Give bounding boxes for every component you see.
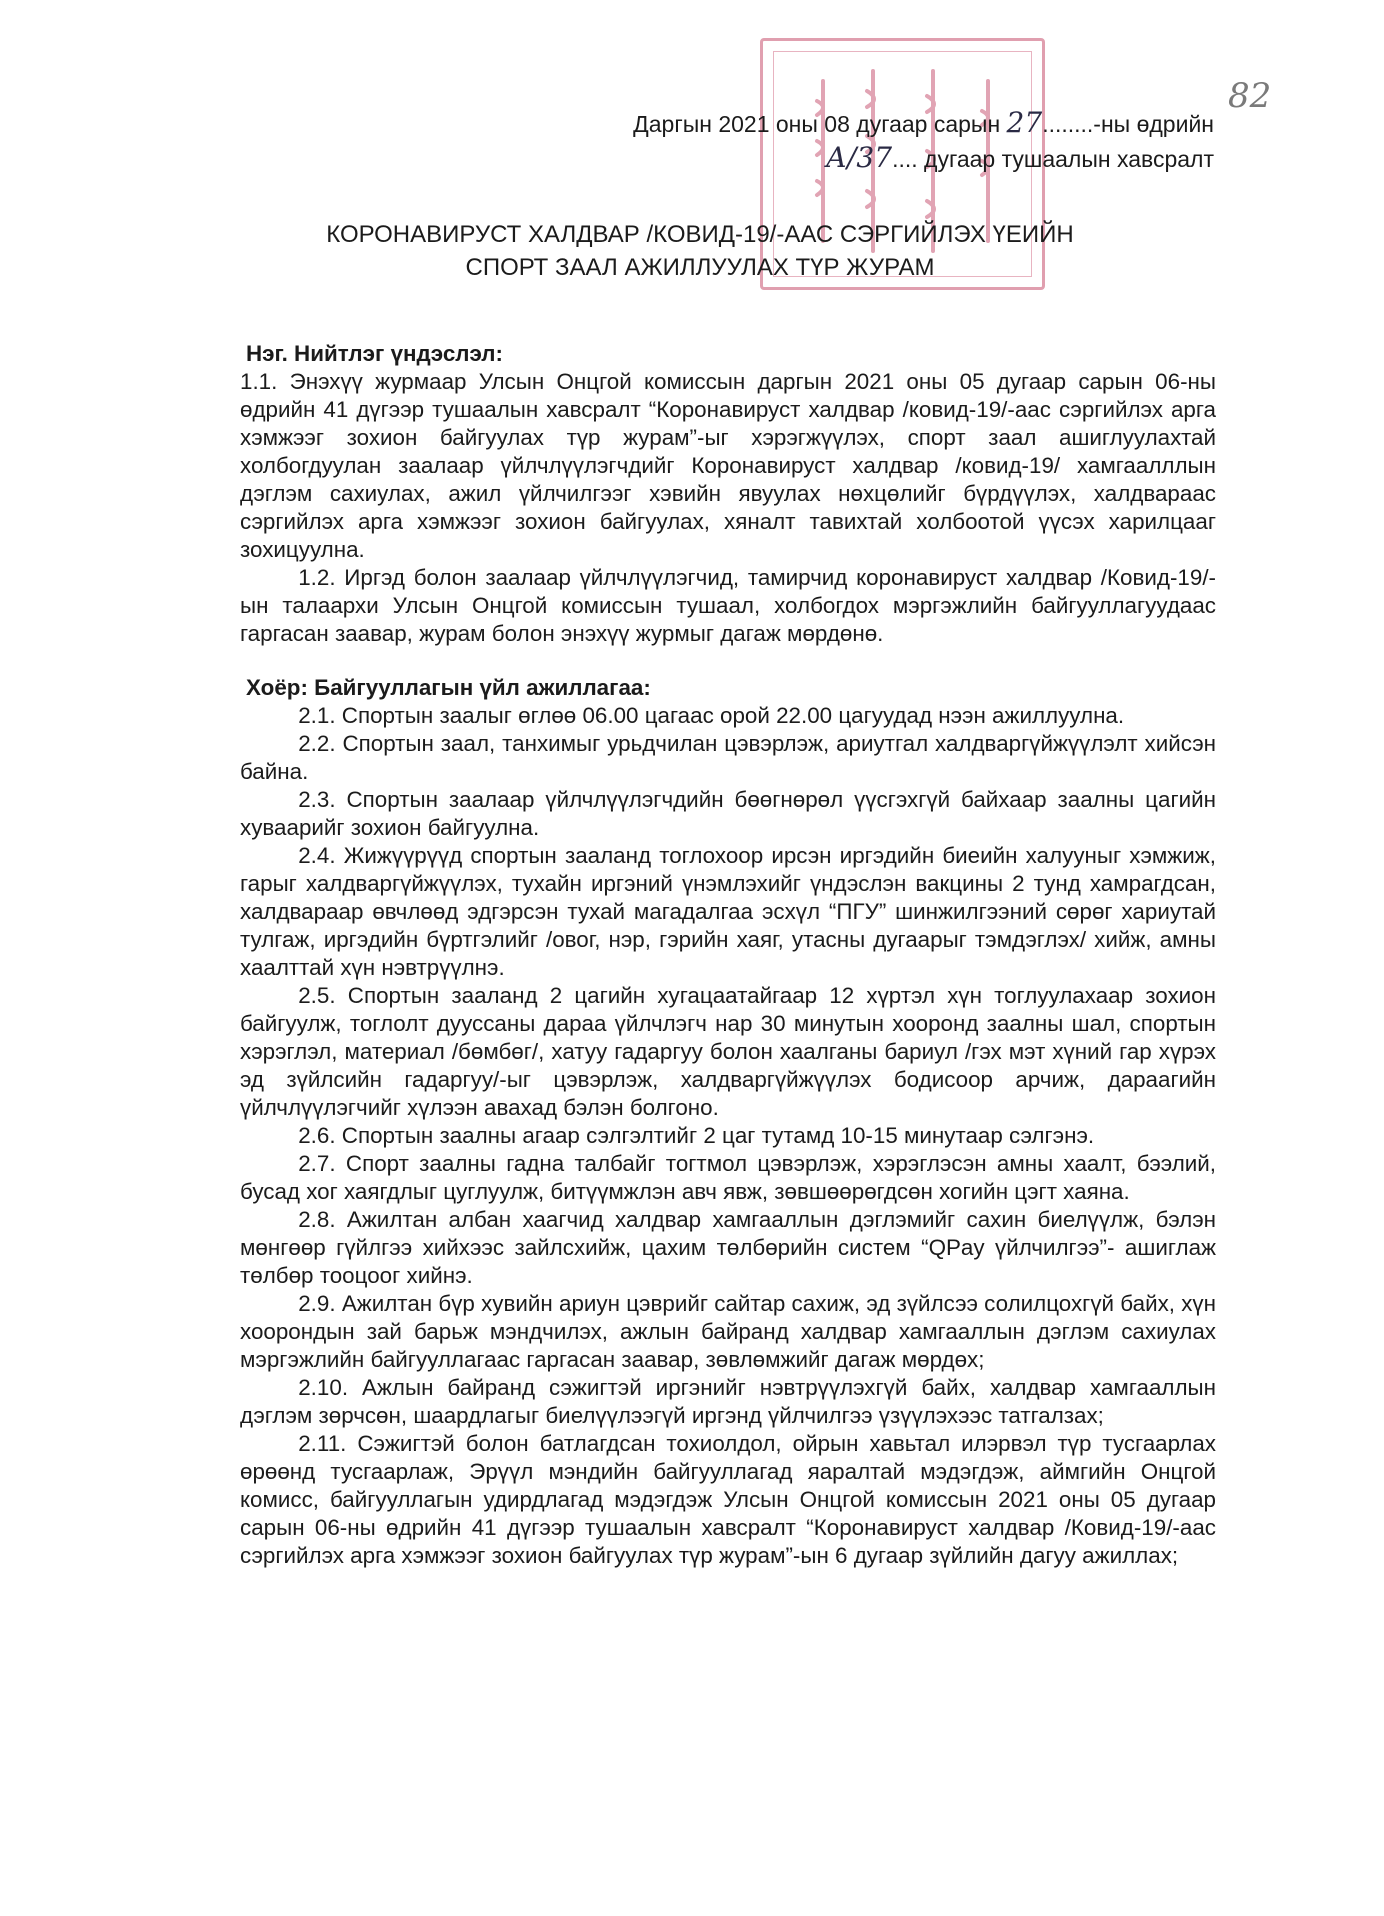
paragraph [240,1122,1216,1150]
attachment-date-suffix: ........-ны өдрийн [1042,111,1214,137]
paragraph-text: 2.5. Спортын зааланд 2 цагийн хугацаатайгаар 12 хүртэл хүн тоглуулахаар зохион байгуулж, тоглолт дууссаны дараа үйлчлэгч нар 30 минутын хооронд заалны шал, спортын хэрэглэл, материал /бөмбөг/, хатуу гадаргуу болон хаалганы бариул /гэх мэт хүний гар хүрэх эд зүйлсийн гадаргуу/-ыг цэвэрлэж, халдваргүйжүүлэх бодисоор арчиж, дараагийн үйлчлүүлэгчийг хүлээн авахад бэлэн болгоно. [240,983,1216,1120]
paragraph-text: 2.4. Жижүүрүүд спортын зааланд тоглохоор ирсэн иргэдийн биеийн халууныг хэмжиж, гарыг халдваргүйжүүлэх, тухайн иргэний үнэмлэхийг үндэслэн вакцины 2 тунд хамрагдсан, халдвараар өвчлөөд эдгэрсэн тухай магадалгаа эсхүл “ПГУ” шинжилгээний сөрөг хариутай тулгаж, иргэдийн бүртгэлийг /овог, нэр, гэрийн хаяг, утасны дугаарыг тэмдэглэх/ хийж, амны хаалттай хүн нэвтрүүлнэ. [240,843,1216,980]
paragraph [240,842,1216,982]
title-line-2: СПОРТ ЗААЛ АЖИЛЛУУЛАХ ТҮР ЖУРАМ [465,254,935,281]
document-title [300,218,1100,284]
attachment-line-2 [633,141,1214,176]
paragraph-text: 2.2. Спортын заал, танхимыг урьдчилан цэвэрлэж, ариутгал халдваргүйжүүлэлт хийсэн байна. [240,731,1216,784]
paragraph [240,786,1216,842]
paragraph [240,982,1216,1122]
paragraph-text: 2.11. Сэжигтэй болон батлагдсан тохиолдол, ойрын хавьтал илэрвэл түр тусгаарлах өрөөнд тусгаарлаж, Эрүүл мэндийн байгууллагад яаралтай мэдэгдэж, аймгийн Онцгой комисс, байгууллагын удирдлагад мэдэгдэж Улсын Онцгой комиссын 2021 оны 05 дугаар сарын 06-ны өдрийн 41 дүгээр тушаалын хавсралт “Коронавируст халдвар /Ковид-19/-аас сэргийлэх арга хэмжээг зохион байгуулах түр журам”-ын 6 дугаар зүйлийн дагуу ажиллах; [240,1431,1216,1568]
page-number: 82 [1228,76,1272,116]
paragraph-text: 2.7. Спорт заалны гадна талбайг тогтмол цэвэрлэж, хэрэглэсэн амны хаалт, бээлий, бусад хог хаягдлыг цуглуулж, битүүмжлэн авч явж, зөвшөөрөгдсөн хогийн цэгт хаяна. [240,1151,1216,1204]
paragraph-text: 2.1. Спортын заалыг өглөө 06.00 цагаас орой 22.00 цагуудад нээн ажиллуулна. [298,703,1125,728]
attachment-reference [633,106,1214,176]
paragraph [240,1150,1216,1206]
handwritten-day: 27 [1006,106,1043,139]
attachment-order-suffix: .... дугаар тушаалын хавсралт [892,146,1214,172]
paragraph-text: 2.6. Спортын заалны агаар сэлгэлтийг 2 цаг тутамд 10-15 минутаар сэлгэнэ. [298,1123,1095,1148]
paragraph-text: 2.9. Ажилтан бүр хувийн ариун цэврийг сайтар сахиж, эд зүйлсээ солилцохгүй байх, хүн хоорондын зай барьж мэндчилэх, ажлын байранд халдвар хамгааллын дэглэм сахиулах мэргэжлийн байгууллагаас гаргасан заавар, зөвлөмжийг дагаж мөрдөх; [240,1291,1216,1372]
paragraph-text: 2.8. Ажилтан албан хаагчид халдвар хамгааллын дэглэмийг сахин биелүүлж, бэлэн мөнгөөр гүйлгээ хийхээс зайлсхийж, цахим төлбөрийн систем “QPay үйлчилгээ”- ашиглаж төлбөр тооцоог хийнэ. [240,1207,1216,1288]
paragraph-text: 1.1. Энэхүү журмаар Улсын Онцгой комиссын даргын 2021 оны 05 дугаар сарын 06-ны өдрийн 41 дүгээр тушаалын хавсралт “Коронавируст халдвар /ковид-19/-аас сэргийлэх арга хэмжээг зохион байгуулах түр журам”-ыг хэрэгжүүлэх, спорт заал ашиглуулахтай холбогдуулан заалаар үйлчлүүлэгчдийг Коронавируст халдвар /ковид-19/ хамгаалллын дэглэм сахиулах, ажил үйлчилгээг хэвийн явуулах нөхцөлийг бүрдүүлэх, халдвараас сэргийлэх арга хэмжээг зохион байгуулах, хяналт тавихтай холбоотой үүсэх харилцааг зохицуулна. [240,369,1216,562]
section-heading: Хоёр: Байгууллагын үйл ажиллагаа: [246,675,651,700]
paragraph [240,702,1216,730]
paragraph [240,1290,1216,1374]
handwritten-order-number: А/37 [825,141,893,174]
attachment-line-1 [633,106,1214,141]
paragraph-text: 1.2. Иргэд болон заалаар үйлчлүүлэгчид, тамирчид коронавируст халдвар /Ковид-19/-ын талаархи Улсын Онцгой комиссын тушаал, холбогдох мэргэжлийн байгууллагуудаас гаргасан заавар, журам болон энэхүү журмыг дагаж мөрдөнө. [240,565,1216,646]
section-heading: Нэг. Нийтлэг үндэслэл: [246,341,503,366]
paragraph [240,1374,1216,1430]
paragraph-text: 2.10. Ажлын байранд сэжигтэй иргэнийг нэвтрүүлэхгүй байх, халдвар хамгааллын дэглэм зөрчсөн, шаардлагыг биелүүлээгүй иргэнд үйлчилгээ үзүүлэхээс татгалзах; [240,1375,1216,1428]
paragraph [240,1206,1216,1290]
section-general [240,340,1216,648]
paragraph [240,1430,1216,1570]
paragraph [240,730,1216,786]
attachment-date-prefix: Даргын 2021 оны 08 дугаар сарын [633,111,1007,137]
paragraph [240,564,1216,648]
section-gap [246,648,1216,674]
title-line-1: КОРОНАВИРУСТ ХАЛДВАР /КОВИД-19/-ААС СЭРГИЙЛЭХ ҮЕИЙН [326,221,1074,248]
paragraph-text: 2.3. Спортын заалаар үйлчлүүлэгчдийн бөөгнөрөл үүсгэхгүй байхаар заалны цагийн хуваарийг зохион байгуулна. [240,787,1216,840]
paragraph [240,368,1216,564]
section-operations [240,674,1216,1570]
document-body [240,340,1216,1570]
